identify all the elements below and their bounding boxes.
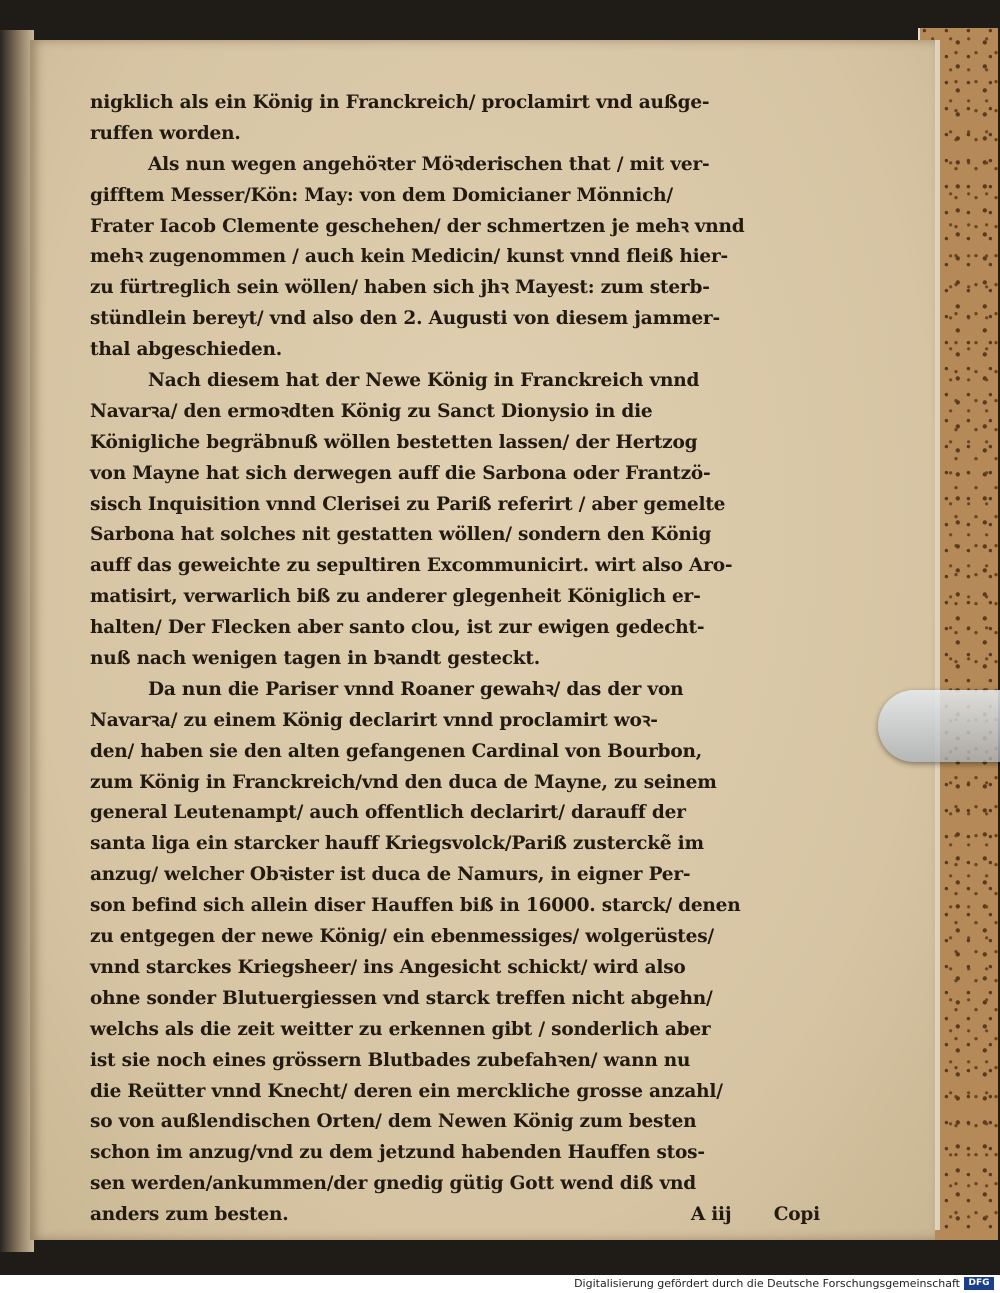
text-line: matisirt, verwarlich biß zu anderer glegenheit Königlich er-: [90, 586, 701, 608]
catchword: Copi: [773, 1204, 820, 1226]
text-line: santa liga ein starcker hauff Kriegsvolck/Pariß zusterckẽ im: [90, 833, 704, 855]
text-line: nigklich als ein König in Franckreich/ proclamirt vnd außge-: [90, 92, 710, 113]
text-line: thal abgeschieden.: [90, 339, 283, 361]
text-line: Frater Iacob Clemente geschehen/ der schmertzen je mehꝛ vnnd: [90, 215, 745, 237]
text-line: vnnd starckes Kriegsheer/ ins Angesicht schickt/ wird also: [90, 956, 686, 978]
text-line: nuß nach wenigen tagen in bꝛandt gesteckt.: [90, 648, 540, 670]
text-line: zu entgegen der newe König/ ein ebenmessiges/ wolgerüstes/: [90, 926, 714, 948]
text-line: schon im anzug/vnd zu dem jetzund habenden Hauffen stos-: [90, 1142, 705, 1164]
text-line: Navarꝛa/ zu einem König declarirt vnnd proclamirt woꝛ-: [90, 709, 658, 731]
book-binding: [0, 30, 34, 1252]
text-line: so von außlendischen Orten/ dem Newen König zum besten: [90, 1111, 697, 1133]
text-line: Königliche begräbnuß wöllen bestetten lassen/ der Hertzog: [90, 431, 698, 453]
text-line: die Reütter vnnd Knecht/ deren ein merckliche grosse anzahl/: [90, 1080, 723, 1102]
text-line: welchs als die zeit weitter zu erkennen gibt / sonderlich aber: [90, 1018, 711, 1040]
text-line: sisch Inquisition vnnd Clerisei zu Pariß referirt / aber gemelte: [90, 493, 726, 515]
text-line: von Mayne hat sich derwegen auff die Sarbona oder Frantzö-: [90, 462, 711, 484]
text-line: ruffen worden.: [90, 122, 241, 144]
last-line-row: [90, 1200, 820, 1231]
dfg-logo: DFG: [964, 1277, 994, 1290]
text-line: general Leutenampt/ auch offentlich declarirt/ darauff der: [90, 802, 686, 824]
text-line: Als nun wegen angehöꝛter Möꝛderischen that / mit ver-: [148, 153, 710, 175]
text-line: stündlein bereyt/ vnd also den 2. Augusti von diesem jammer-: [90, 308, 720, 330]
text-line: mehꝛ zugenommen / auch kein Medicin/ kunst vnnd fleiß hier-: [90, 246, 729, 268]
text-line: ohne sonder Blutuergiessen vnd starck treffen nicht abgehn/: [90, 987, 713, 1009]
last-text-line: anders zum besten.: [90, 1204, 289, 1226]
text-line: halten/ Der Flecken aber santo clou, ist zur ewigen gedecht-: [90, 617, 705, 639]
text-line: den/ haben sie den alten gefangenen Cardinal von Bourbon,: [90, 740, 703, 762]
text-line: son befind sich allein diser Hauffen biß in 16000. starck/ denen: [90, 895, 741, 917]
text-line: Sarbona hat solches nit gestatten wöllen/ sondern den König: [90, 524, 712, 546]
text-line: zu fürtreglich sein wöllen/ haben sich jhꝛ Mayest: zum sterb-: [90, 277, 710, 299]
text-line: gifftem Messer/Kön: May: von dem Domicianer Mönnich/: [90, 184, 673, 206]
text-line: Nach diesem hat der Newe König in Franckreich vnnd: [148, 370, 700, 392]
text-line: zum König in Franckreich/vnd den duca de Mayne, zu seinem: [90, 771, 717, 793]
footer-credit-text: Digitalisierung gefördert durch die Deutsche Forschungsgemeinschaft: [574, 1277, 960, 1290]
text-line: ist sie noch eines grössern Blutbades zubefahꝛen/ wann nu: [90, 1049, 691, 1071]
text-line: Da nun die Pariser vnnd Roaner gewahꝛ/ das der von: [148, 678, 684, 700]
text-line: auff das geweichte zu sepultiren Excommunicirt. wirt also Aro-: [90, 555, 733, 577]
page-text-block: [90, 88, 820, 1231]
text-line: anzug/ welcher Obꝛister ist duca de Namurs, in eigner Per-: [90, 864, 691, 886]
glass-weight-tool: [878, 690, 1000, 762]
text-line: sen werden/ankummen/der gnedig gütig Gott wend diß vnd: [90, 1173, 696, 1195]
text-line: Navarꝛa/ den ermoꝛdten König zu Sanct Dionysio in die: [90, 400, 653, 422]
signature-mark: A iij: [690, 1204, 732, 1226]
